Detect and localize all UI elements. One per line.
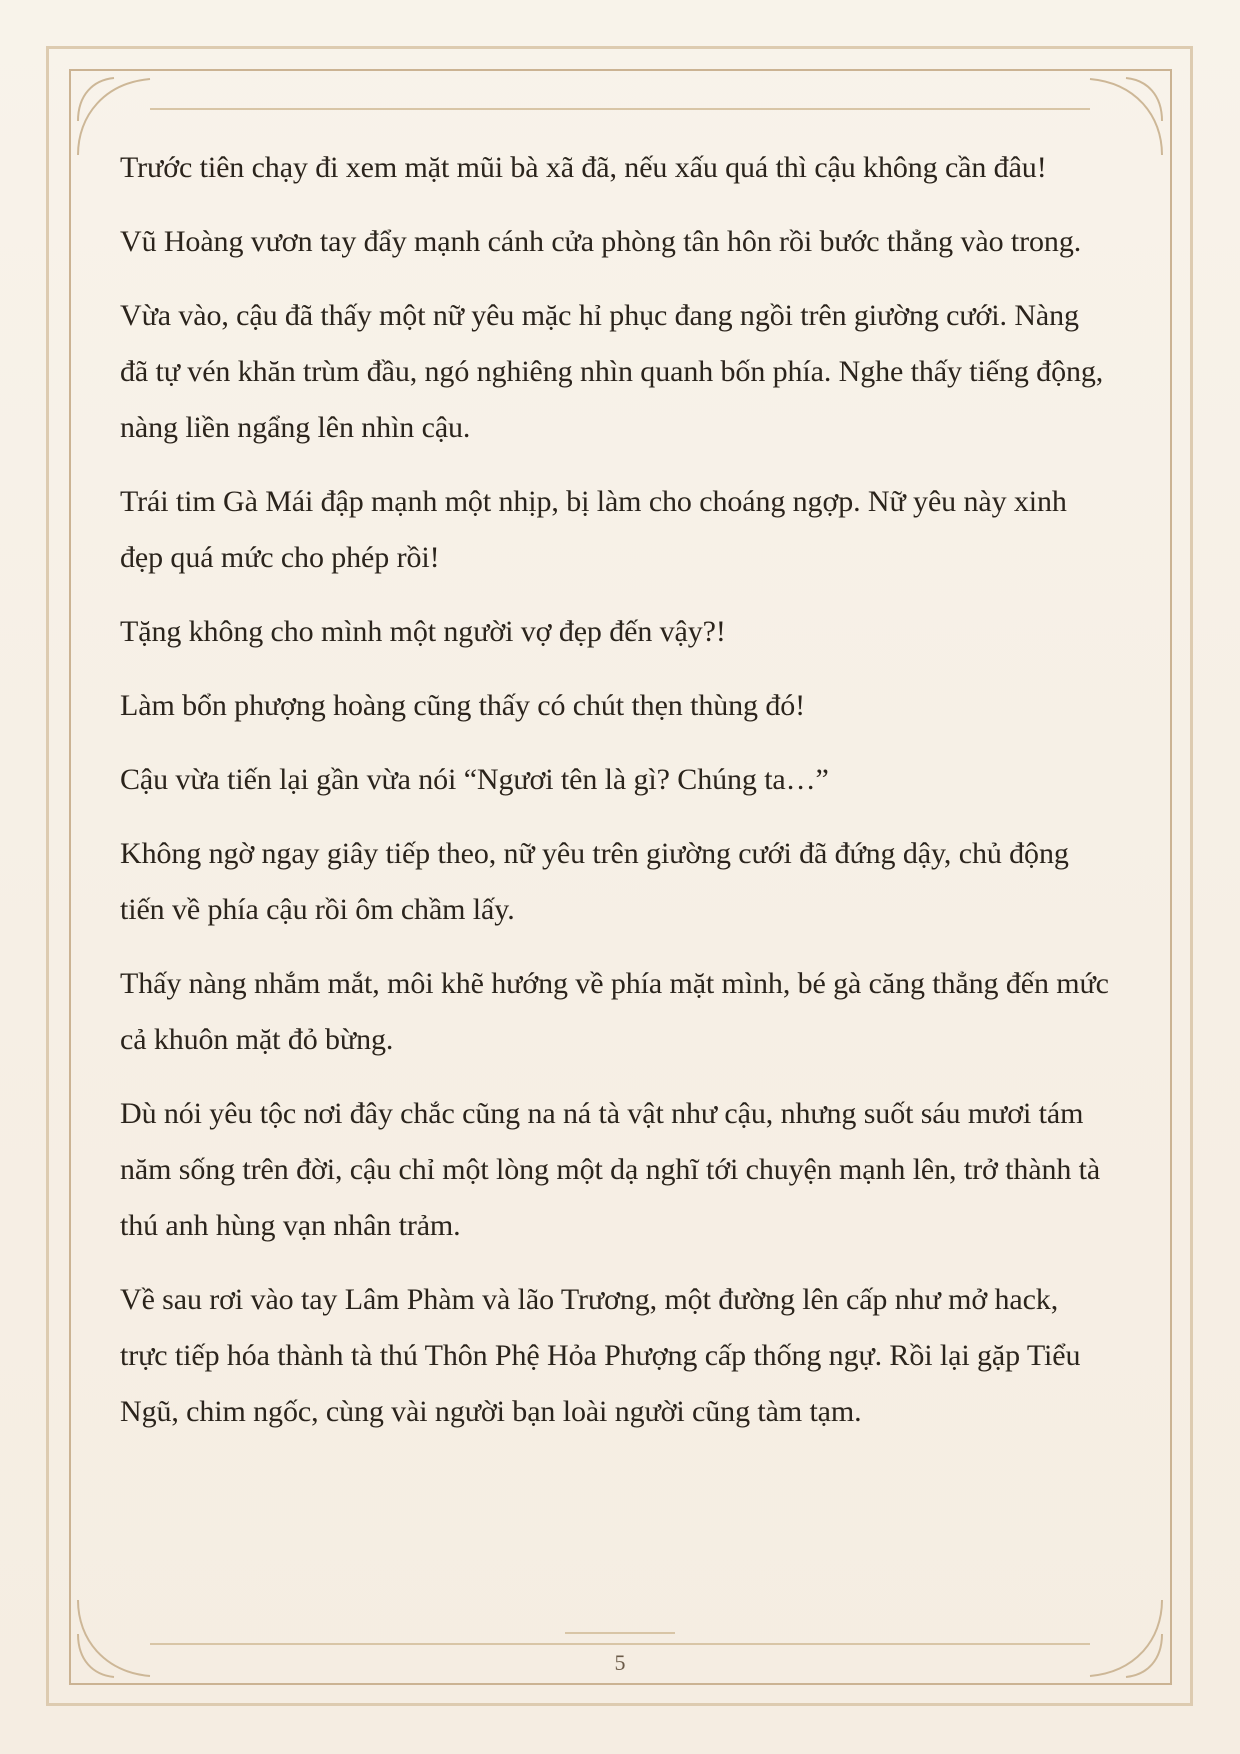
paragraph: Về sau rơi vào tay Lâm Phàm và lão Trương, một đường lên cấp như mở hack, trực tiếp hóa thành tà thú Thôn Phệ Hỏa Phượng cấp thống ngự. Rồi lại gặp Tiểu Ngũ, chim ngốc, cùng vài người bạn loài người cũng tàm tạm. bbox=[120, 1283, 1081, 1428]
paragraph: Trái tim Gà Mái đập mạnh một nhịp, bị làm cho choáng ngợp. Nữ yêu này xinh đẹp quá mức cho phép rồi! bbox=[120, 485, 1067, 574]
paragraph: Trước tiên chạy đi xem mặt mũi bà xã đã, nếu xấu quá thì cậu không cần đâu! bbox=[120, 151, 1047, 184]
footer-divider bbox=[150, 1643, 1090, 1645]
paragraph: Dù nói yêu tộc nơi đây chắc cũng na ná tà vật như cậu, nhưng suốt sáu mươi tám năm sống trên đời, cậu chỉ một lòng một dạ nghĩ tới chuyện mạnh lên, trở thành tà thú anh hùng vạn nhân trảm. bbox=[120, 1097, 1101, 1242]
paragraph: Không ngờ ngay giây tiếp theo, nữ yêu trên giường cưới đã đứng dậy, chủ động tiến về phía cậu rồi ôm chầm lấy. bbox=[120, 837, 1069, 926]
corner-ornament-bottom-left bbox=[75, 1600, 155, 1680]
page-number: 5 bbox=[614, 1650, 626, 1675]
paragraph: Tặng không cho mình một người vợ đẹp đến vậy?! bbox=[120, 615, 726, 648]
page-body bbox=[120, 140, 1110, 1458]
header-divider bbox=[150, 108, 1090, 110]
paragraph: Vũ Hoàng vươn tay đẩy mạnh cánh cửa phòng tân hôn rồi bước thẳng vào trong. bbox=[120, 225, 1082, 258]
paragraph: Vừa vào, cậu đã thấy một nữ yêu mặc hỉ phục đang ngồi trên giường cưới. Nàng đã tự vén khăn trùm đầu, ngó nghiêng nhìn quanh bốn phía. Nghe thấy tiếng động, nàng liền ngẩng lên nhìn cậu. bbox=[120, 299, 1104, 444]
paragraph: Làm bổn phượng hoàng cũng thấy có chút thẹn thùng đó! bbox=[120, 689, 806, 722]
paragraph: Thấy nàng nhắm mắt, môi khẽ hướng về phía mặt mình, bé gà căng thẳng đến mức cả khuôn mặt đỏ bừng. bbox=[120, 967, 1109, 1056]
corner-ornament-bottom-right bbox=[1085, 1600, 1165, 1680]
paragraph: Cậu vừa tiến lại gần vừa nói “Ngươi tên là gì? Chúng ta…” bbox=[120, 763, 829, 796]
page-number-ornament bbox=[565, 1632, 675, 1634]
